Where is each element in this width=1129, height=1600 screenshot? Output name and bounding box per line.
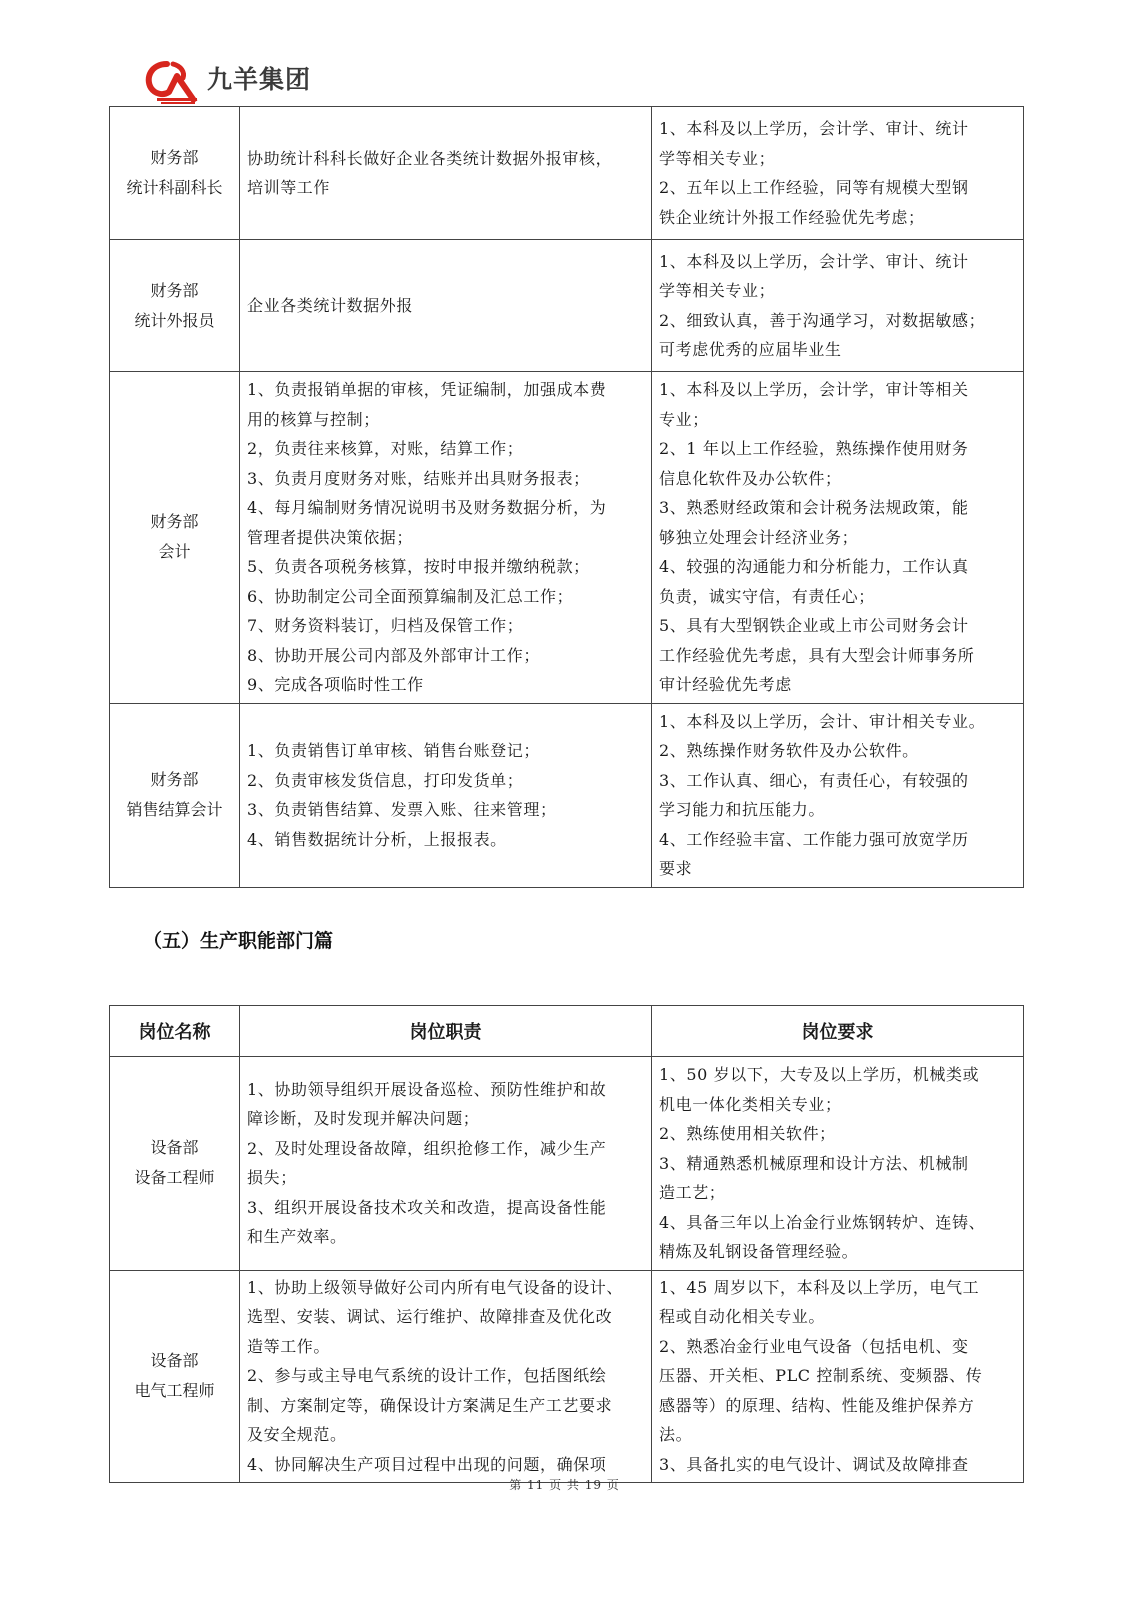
requirement-line: 4、较强的沟通能力和分析能力，工作认真: [659, 557, 969, 576]
requirement-line: 感器等）的原理、结构、性能及维护保养方: [659, 1395, 975, 1415]
column-header-duties: 岗位职责: [240, 1006, 652, 1057]
requirement-line: 法。: [659, 1425, 693, 1444]
duties-cell: [240, 372, 652, 704]
section-title: （五）生产职能部门篇: [143, 930, 334, 952]
duty-line: 1、负责销售订单审核、销售台账登记；: [247, 741, 540, 760]
jiuyang-logo-icon: [143, 56, 205, 106]
duty-line: 3、负责月度财务对账，结账并出具财务报表；: [247, 468, 590, 488]
requirement-line: 3、熟悉财经政策和会计税务法规政策，能: [659, 498, 969, 517]
requirement-line: 可考虑优秀的应届毕业生: [659, 340, 842, 359]
department-name: 财务部: [150, 148, 199, 167]
table-row: [110, 107, 1024, 240]
position-cell: [110, 240, 240, 372]
requirement-line: 2、细致认真，善于沟通学习，对数据敏感；: [659, 310, 986, 330]
requirement-line: 3、精通熟悉机械原理和设计方法、机械制: [659, 1153, 969, 1173]
company-name: 九羊集团: [207, 65, 312, 94]
requirement-line: 1、本科及以上学历，会计学，审计等相关: [659, 380, 969, 399]
duty-line: 2、及时处理设备故障，组织抢修工作，减少生产: [247, 1138, 607, 1158]
duty-line: 3、负责销售结算、发票入账、往来管理；: [247, 800, 557, 819]
position-cell: [110, 372, 240, 704]
production-jobs-table: [109, 1005, 1024, 1483]
position-name: 统计外报员: [134, 310, 215, 330]
requirement-line: 1、本科及以上学历，会计、审计相关专业。: [659, 711, 986, 731]
requirement-line: 程或自动化相关专业。: [659, 1307, 826, 1326]
requirement-line: 信息化软件及办公软件；: [659, 468, 842, 488]
position-cell: [110, 703, 240, 887]
requirement-line: 2、1 年以上工作经验，熟练操作使用财务: [659, 439, 969, 458]
duty-line: 3、组织开展设备技术攻关和改造，提高设备性能: [247, 1197, 607, 1217]
requirement-line: 学等相关专业；: [659, 281, 776, 300]
requirement-line: 工作经验优先考虑，具有大型会计师事务所: [659, 645, 975, 665]
requirement-line: 3、具备扎实的电气设计、调试及故障排查: [659, 1454, 969, 1474]
duty-line: 5、负责各项税务核算，按时申报并缴纳税款；: [247, 557, 590, 576]
duty-line: 2、负责审核发货信息，打印发货单；: [247, 770, 524, 790]
duty-line: 用的核算与控制；: [247, 409, 380, 429]
requirement-line: 1、本科及以上学历，会计学、审计、统计: [659, 251, 969, 271]
duty-line: 损失；: [247, 1168, 297, 1188]
requirements-cell: [652, 372, 1024, 704]
department-name: 财务部: [150, 280, 199, 300]
duty-line: 6、协助制定公司全面预算编制及汇总工作；: [247, 586, 574, 606]
position-cell: [110, 1057, 240, 1271]
requirement-line: 5、具有大型钢铁企业或上市公司财务会计: [659, 616, 969, 635]
duties-cell: [240, 1057, 652, 1271]
duty-line: 管理者提供决策依据；: [247, 527, 414, 547]
column-header-requirements: 岗位要求: [652, 1006, 1024, 1057]
department-name: 财务部: [150, 512, 199, 532]
duty-line: 和生产效率。: [247, 1227, 347, 1247]
duty-line: 造等工作。: [247, 1336, 331, 1356]
duty-line: 8、协助开展公司内部及外部审计工作；: [247, 645, 540, 665]
requirement-line: 4、具备三年以上冶金行业炼钢转炉、连铸、: [659, 1212, 986, 1232]
position-name: 销售结算会计: [126, 800, 223, 819]
requirement-line: 1、45 周岁以下，本科及以上学历，电气工: [659, 1277, 980, 1297]
requirement-line: 精炼及轧钢设备管理经验。: [659, 1242, 859, 1261]
duty-line: 选型、安装、调试、运行维护、故障排查及优化改: [247, 1307, 613, 1326]
requirement-line: 2、熟悉冶金行业电气设备（包括电机、变: [659, 1336, 969, 1356]
position-name: 设备工程师: [134, 1168, 215, 1188]
requirement-line: 学习能力和抗压能力。: [659, 800, 826, 819]
table-row: [110, 1057, 1024, 1271]
duties-cell: [240, 107, 652, 240]
requirements-cell: [652, 240, 1024, 372]
duty-line: 1、负责报销单据的审核，凭证编制，加强成本费: [247, 380, 607, 399]
duty-line: 9、完成各项临时性工作: [247, 675, 424, 694]
duty-line: 制、方案制定等，确保设计方案满足生产工艺要求: [247, 1395, 613, 1415]
duty-line: 协助统计科科长做好企业各类统计数据外报审核，: [247, 148, 613, 168]
requirement-line: 机电一体化类相关专业；: [659, 1094, 842, 1114]
requirements-cell: [652, 1057, 1024, 1271]
page-number: 第 11 页 共 19 页: [509, 1478, 620, 1492]
requirement-line: 负责，诚实守信，有责任心；: [659, 586, 875, 606]
requirement-line: 铁企业统计外报工作经验优先考虑；: [659, 207, 925, 227]
duties-cell: [240, 240, 652, 372]
department-name: 设备部: [150, 1138, 199, 1158]
requirement-line: 造工艺；: [659, 1183, 726, 1202]
requirement-line: 3、工作认真、细心，有责任心，有较强的: [659, 770, 969, 790]
duty-line: 1、协助领导组织开展设备巡检、预防性维护和故: [247, 1079, 607, 1099]
requirements-cell: [652, 107, 1024, 240]
department-name: 财务部: [150, 770, 199, 789]
position-name: 统计科副科长: [126, 178, 223, 197]
position-name: 会计: [158, 542, 191, 562]
requirement-line: 2、五年以上工作经验，同等有规模大型钢: [659, 178, 969, 197]
requirement-line: 4、工作经验丰富、工作能力强可放宽学历: [659, 829, 969, 849]
table-header-row: [110, 1006, 1024, 1057]
table-row: [110, 1270, 1024, 1483]
duty-line: 培训等工作: [247, 178, 331, 197]
department-name: 设备部: [150, 1351, 199, 1371]
duty-line: 4、每月编制财务情况说明书及财务数据分析，为: [247, 498, 607, 517]
position-cell: [110, 1270, 240, 1483]
table-row: [110, 240, 1024, 372]
requirements-cell: [652, 1270, 1024, 1483]
position-name: 电气工程师: [134, 1381, 215, 1401]
duty-line: 2、参与或主导电气系统的设计工作，包括图纸绘: [247, 1366, 607, 1385]
requirement-line: 学等相关专业；: [659, 148, 776, 168]
requirement-line: 1、50 岁以下，大专及以上学历，机械类或: [659, 1065, 980, 1084]
table-row: [110, 372, 1024, 704]
duty-line: 4、销售数据统计分析，上报报表。: [247, 829, 507, 849]
requirement-line: 要求: [659, 859, 693, 878]
column-header-position: 岗位名称: [110, 1006, 240, 1057]
requirement-line: 2、熟练使用相关软件；: [659, 1124, 836, 1143]
requirement-line: 1、本科及以上学历，会计学、审计、统计: [659, 119, 969, 138]
duty-line: 4、协同解决生产项目过程中出现的问题，确保项: [247, 1454, 607, 1474]
duty-line: 7、财务资料装订，归档及保管工作；: [247, 616, 524, 635]
duties-cell: [240, 1270, 652, 1483]
page-header: [137, 52, 997, 108]
requirement-line: 专业；: [659, 409, 709, 429]
requirement-line: 压器、开关柜、PLC 控制系统、变频器、传: [659, 1366, 983, 1385]
finance-jobs-table: [109, 106, 1024, 888]
requirement-line: 2、熟练操作财务软件及办公软件。: [659, 741, 919, 760]
duties-cell: [240, 703, 652, 887]
duty-line: 1、协助上级领导做好公司内所有电气设备的设计、: [247, 1277, 623, 1297]
position-cell: [110, 107, 240, 240]
duty-line: 企业各类统计数据外报: [247, 295, 414, 315]
requirement-line: 审计经验优先考虑: [659, 675, 792, 694]
duty-line: 及安全规范。: [247, 1425, 347, 1444]
requirements-cell: [652, 703, 1024, 887]
table-row: [110, 703, 1024, 887]
duty-line: 障诊断，及时发现并解决问题；: [247, 1109, 480, 1129]
duty-line: 2，负责往来核算，对账，结算工作；: [247, 439, 524, 458]
requirement-line: 够独立处理会计经济业务；: [659, 527, 859, 547]
